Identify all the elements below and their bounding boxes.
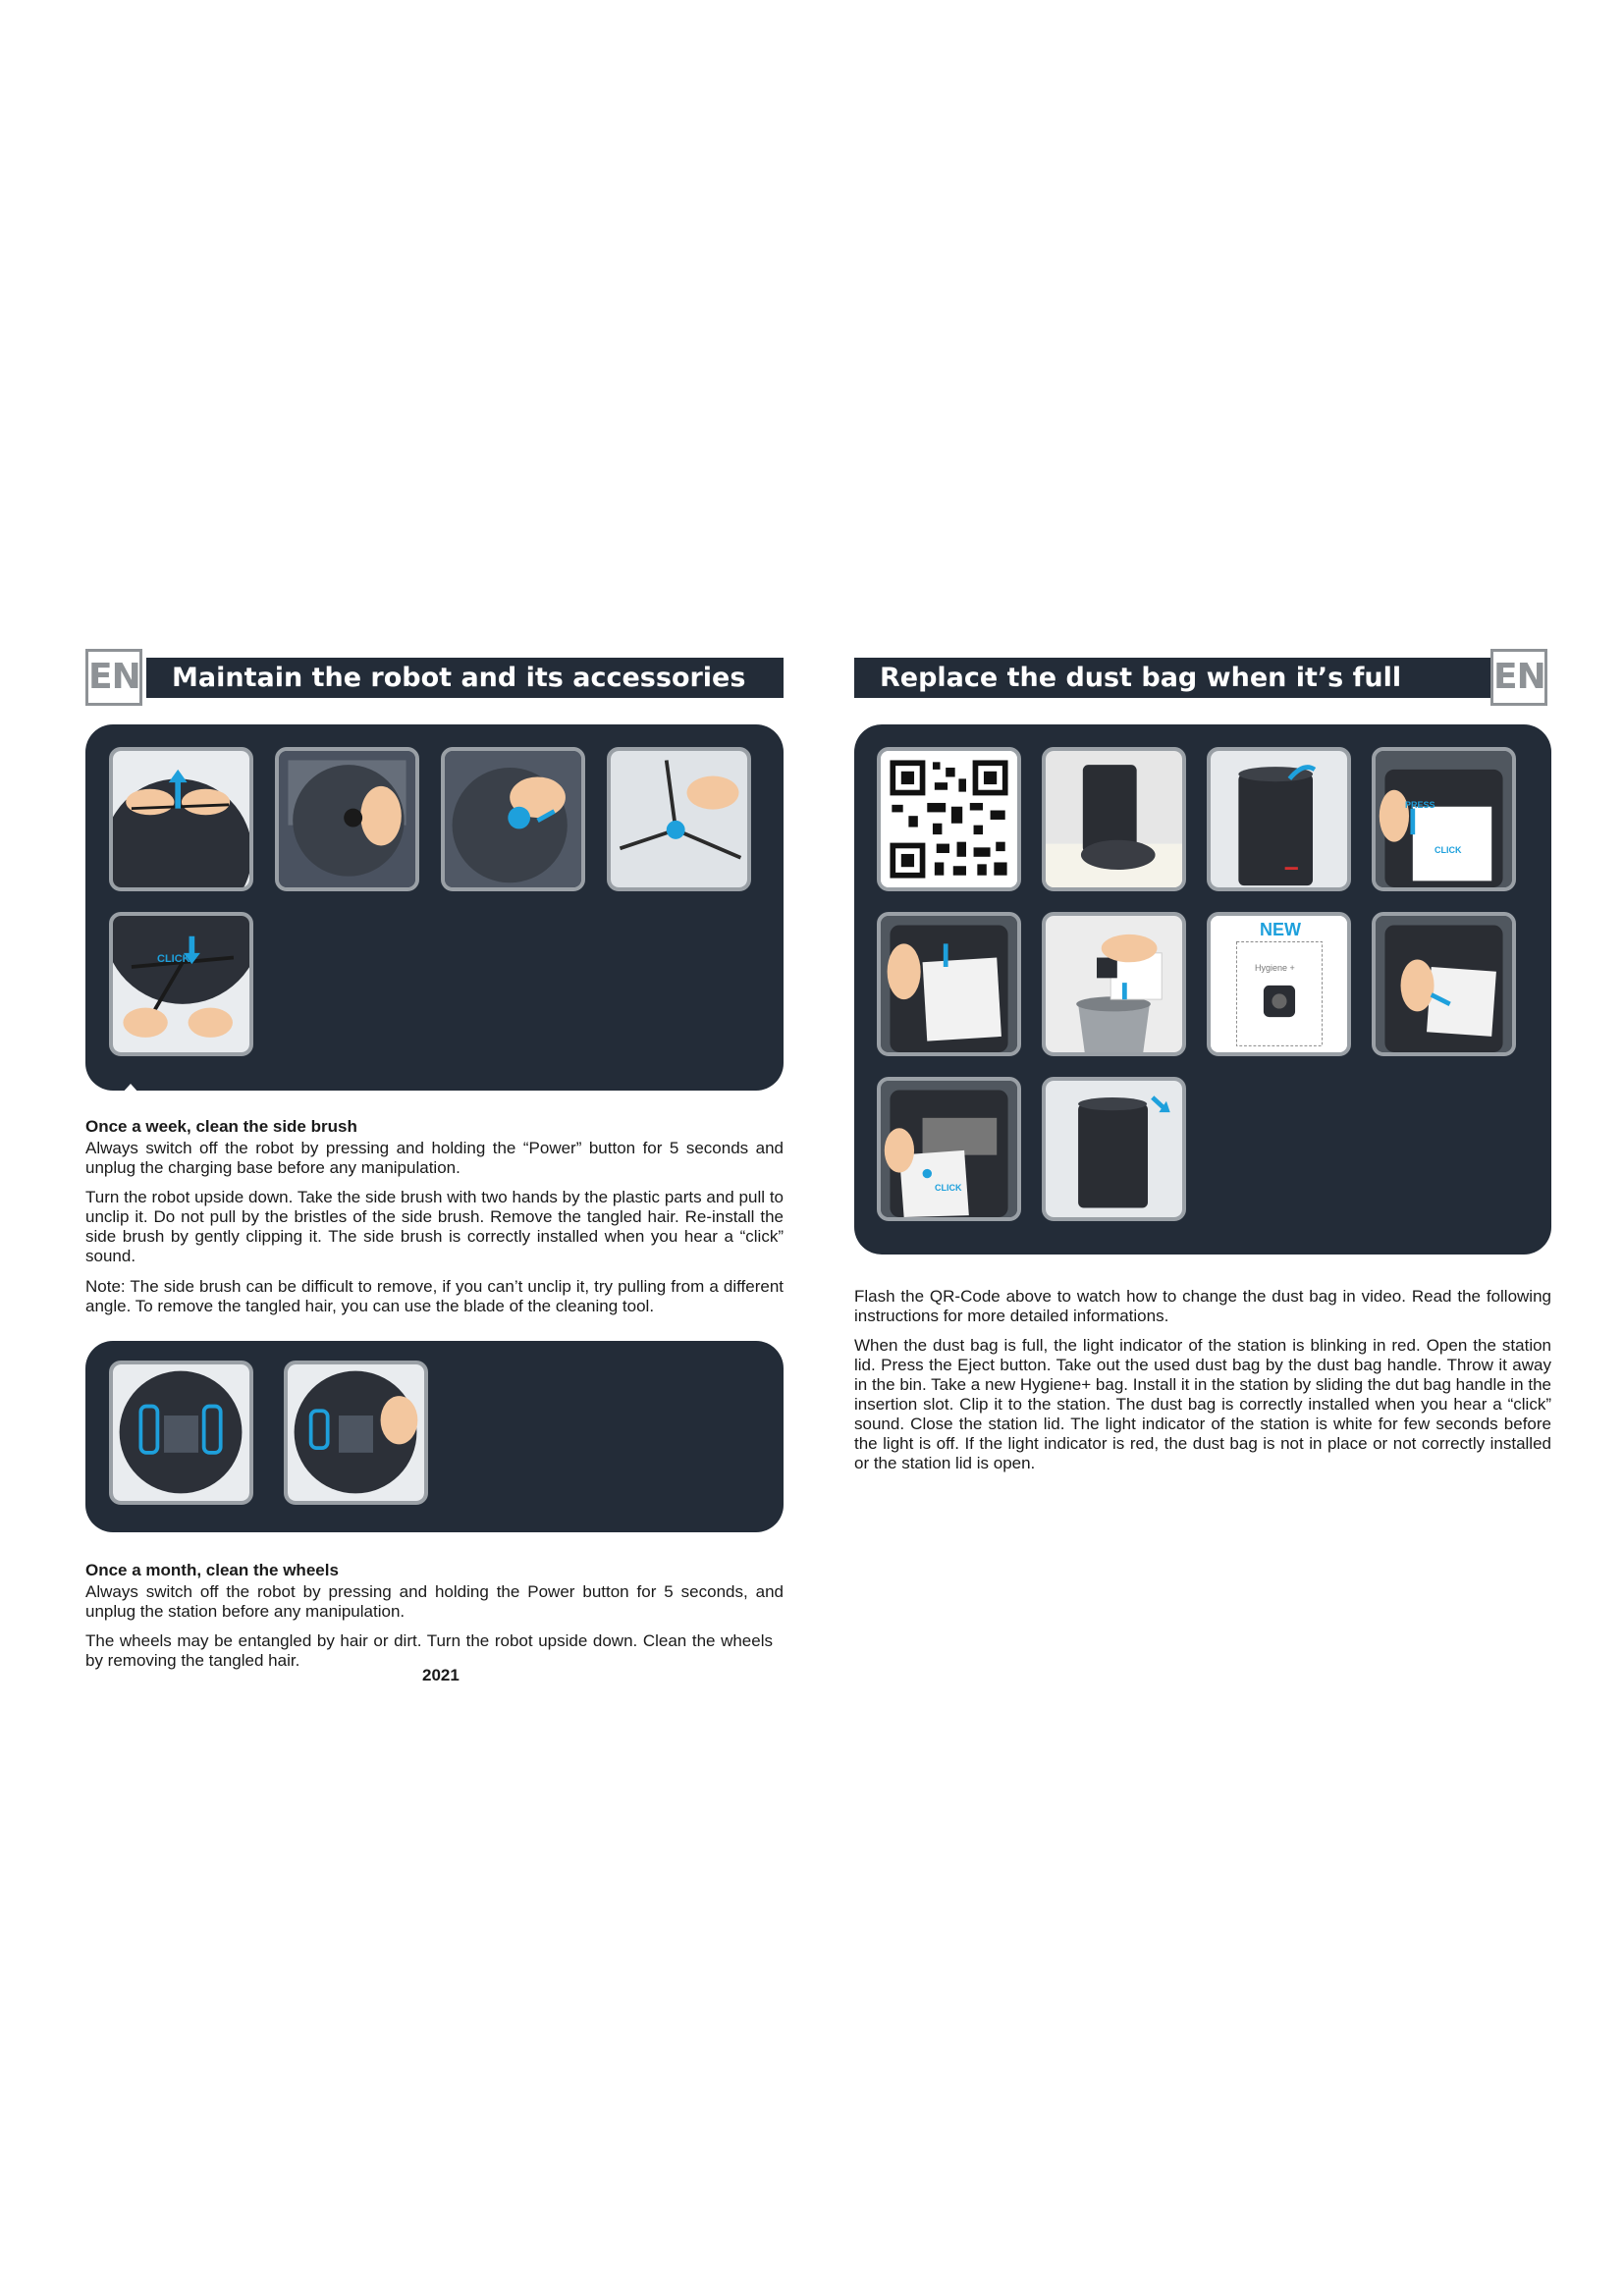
click-label: CLICK — [935, 1183, 962, 1193]
station-with-robot-icon — [1042, 747, 1186, 891]
wheels-paragraph-1: Always switch off the robot by pressing and holding the Power button for 5 seconds, and unplug the station before any manipulation. — [85, 1582, 784, 1621]
press-label: PRESS — [1405, 800, 1435, 810]
hand-clean-brush-icon — [441, 747, 585, 891]
hands-pull-brush-icon — [109, 747, 253, 891]
new-bag-icon — [1207, 912, 1351, 1056]
throw-bag-bin-icon — [1042, 912, 1186, 1056]
close-lid-icon — [1042, 1077, 1186, 1221]
click-label: CLICK — [157, 953, 190, 965]
hand-remove-brush-icon — [275, 747, 419, 891]
remove-bag-icon — [877, 912, 1021, 1056]
side-brush-paragraph-1: Always switch off the robot by pressing and holding the “Power” button for 5 seconds and unplug the charging base before any manipulation. — [85, 1139, 784, 1177]
clean-wheel-icon — [284, 1361, 428, 1505]
section-title-maintain: Maintain the robot and its accessories — [146, 658, 784, 698]
new-label: NEW — [1260, 920, 1301, 939]
language-badge-left: EN — [85, 649, 142, 706]
qr-instruction-paragraph: Flash the QR-Code above to watch how to change the dust bag in video. Read the following instructions for more detailed informations. — [854, 1287, 1551, 1325]
side-brush-paragraph-2: Turn the robot upside down. Take the side brush with two hands by the plastic parts and pull to unclip it. Do not pull by the bristles of the side brush. Remove the tangled hair. Re-install the side brush by gently clipping it. The side brush is correctly installed when you hear a “click” sound. — [85, 1188, 784, 1265]
side-brush-heading: Once a week, clean the side brush — [85, 1117, 357, 1136]
wheels-paragraph-2: The wheels may be entangled by hair or dirt. Turn the robot upside down. Clean the wheels by removing the tangled hair. — [85, 1631, 773, 1670]
page-number: 2021 — [422, 1666, 460, 1684]
panel-notch — [113, 1084, 148, 1103]
click-label: CLICK — [1435, 845, 1462, 855]
side-brush-icon — [607, 747, 751, 891]
press-eject-icon — [1372, 747, 1516, 891]
wheels-heading: Once a month, clean the wheels — [85, 1561, 339, 1579]
insert-bag-icon — [1372, 912, 1516, 1056]
hygiene-label: Hygiene + — [1255, 963, 1295, 973]
section-title-dust-bag: Replace the dust bag when it’s full — [854, 658, 1492, 698]
dust-bag-instructions: When the dust bag is full, the light indicator of the station is blinking in red. Open the station lid. Press the Eject button. Take out the used dust bag by the dust bag handle. Throw it away in the bin. Take a new Hygiene+ bag. Install it in the station by sliding the dut bag handle in the insertion slot. Clip it to the station. The dust bag is correctly installed when you hear a “click” sound. Close the station lid. The light indicator of the station is white for few seconds before the light is off. If the light indicator is red, the dust bag is not in place or not correctly installed or the station lid is open. — [854, 1336, 1551, 1472]
open-lid-icon — [1207, 747, 1351, 891]
qr-code-icon — [877, 747, 1021, 891]
robot-underside-wheels-icon — [109, 1361, 253, 1505]
language-badge-right: EN — [1490, 649, 1547, 706]
side-brush-note: Note: The side brush can be difficult to remove, if you can’t unclip it, try pulling from a different angle. To remove the tangled hair, you can use the blade of the cleaning tool. — [85, 1277, 784, 1315]
click-install-icon — [109, 912, 253, 1056]
clip-bag-icon — [877, 1077, 1021, 1221]
